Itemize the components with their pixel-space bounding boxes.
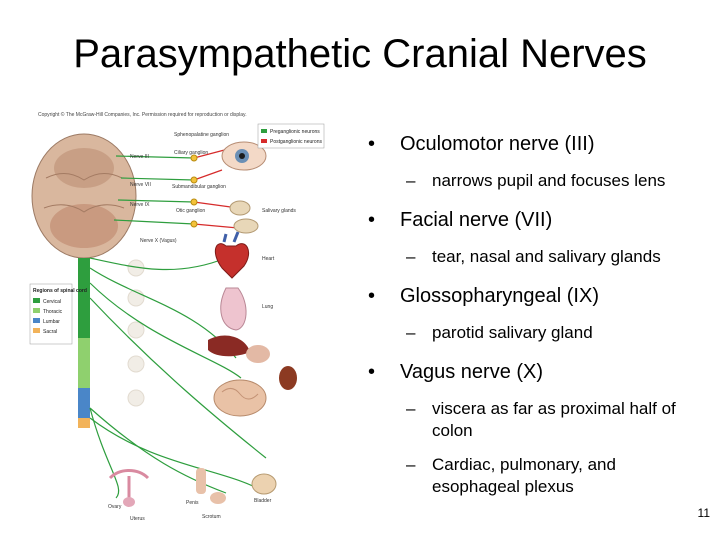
label-nerve3: Nerve III [130,154,149,160]
spinal-cord [78,258,90,428]
label-lung: Lung [262,304,274,310]
legend-thoracic: Thoracic [43,309,63,315]
legend-preganglionic: Preganglionic neurons [270,129,320,135]
label-nerve9: Nerve IX [130,202,150,208]
legend-lumbar: Lumbar [43,319,60,325]
heart-illustration [215,232,248,278]
label-bladder: Bladder [254,498,272,504]
bullet-vagus: • Vagus nerve (X) [368,361,544,383]
page-number: 11 [697,506,710,520]
label-submandibular: Submandibular ganglion [172,184,226,190]
label-penis: Penis [186,500,199,506]
brain-illustration [32,134,136,258]
label-nerve10: Nerve X (Vagus) [140,238,177,244]
legend-sacral: Sacral [43,329,58,335]
legend-swatch-preganglionic [261,129,267,133]
label-otic: Otic ganglion [176,208,206,214]
bullet-glossopharyngeal: • Glossopharyngeal (IX) [368,285,599,307]
sub-bullet-oculomotor: – narrows pupil and focuses lens [406,171,666,190]
sub-bullet-vagus-viscera: – viscera as far as proximal half of colon [406,399,676,440]
neuron-legend [258,124,324,148]
label-heart: Heart [262,256,275,262]
sub-bullet-facial: – tear, nasal and salivary glands [406,247,661,266]
label-salivary: Salivary glands [262,208,296,214]
legend-cervical: Cervical [43,299,62,305]
label-uterus: Uterus [130,516,145,522]
sub-bullet-glossopharyngeal: – parotid salivary gland [406,323,593,342]
bullet-facial: • Facial nerve (VII) [368,209,553,231]
legend-cord-title: Regions of spinal cord [33,288,87,294]
bullet-oculomotor: • Oculomotor nerve (III) [368,133,595,155]
abdominal-organs-illustration [208,336,297,416]
legend-swatch-cervical [33,298,40,303]
bullet-list [368,132,708,510]
label-ciliary: Ciliary ganglion [174,150,209,156]
lung-illustration [221,288,246,330]
legend-swatch-postganglionic [261,139,267,143]
label-ovary: Ovary [108,504,122,510]
label-sphenopalatine: Sphenopalatine ganglion [174,132,230,138]
legend-swatch-lumbar [33,318,40,323]
vertebrae-outline [128,260,144,406]
sub-bullet-vagus-plexus: – Cardiac, pulmonary, and esophageal plexus [406,455,616,496]
legend-postganglionic: Postganglionic neurons [270,139,322,145]
legend-swatch-sacral [33,328,40,333]
salivary-glands-illustration [230,201,258,233]
parasympathetic-diagram [26,108,338,524]
figure-copyright: Copyright © The McGraw-Hill Companies, Inc. Permission required for reproduction or display. [38,112,247,118]
legend-swatch-thoracic [33,308,40,313]
slide-title: Parasympathetic Cranial Nerves [73,32,647,76]
label-scrotum: Scrotum [202,514,221,520]
ganglia [191,155,197,227]
label-nerve7: Nerve VII [130,182,151,188]
